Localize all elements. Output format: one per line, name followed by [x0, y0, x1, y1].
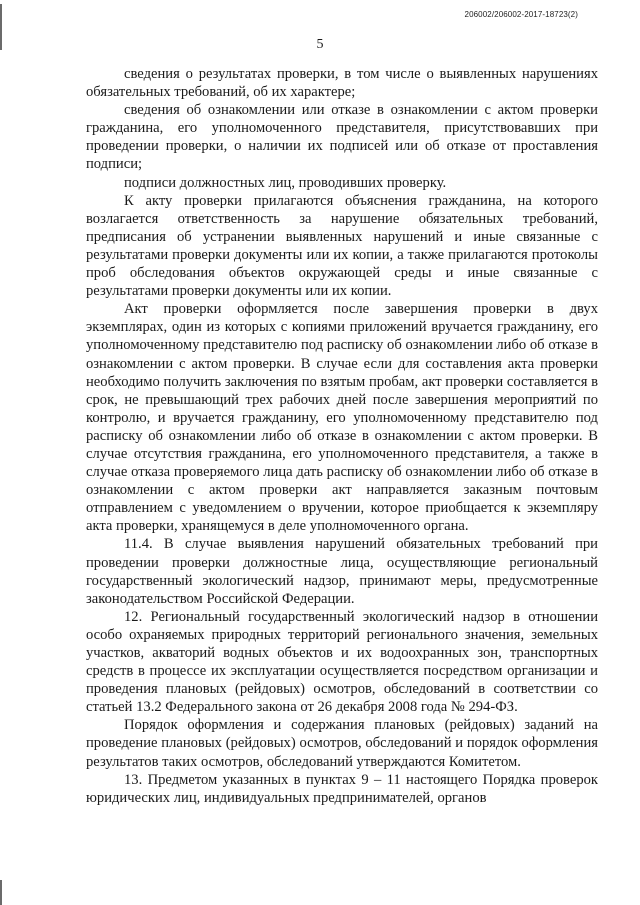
- paragraph-act-execution: Акт проверки оформляется после завершения проверки в двух экземплярах, один из которых с копиями приложений вручается гражданину, его уполномоченному представителю под расписку об ознакомлении либо об отказе в ознакомлении с актом проверки. В случае если для составления акта проверки необходимо получить заключения по взятым пробам, акт проверки составляется в срок, не превышающий трех рабочих дней после завершения мероприятий по контролю, и вручается гражданину, его уполномоченному представителю под расписку об ознакомлении либо об отказе в ознакомлении с актом проверки. В случае отсутствия гражданина, его уполномоченного представителя, а также в случае отказа проверяемого лица дать расписку об ознакомлении либо об отказе в ознакомлении с актом проверки акт направляется заказным почтовым отправлением с уведомлением о вручении, которое приобщается к экземпляру акта проверки, хранящемуся в деле уполномоченного органа.: [86, 301, 598, 535]
- document-body: [86, 65, 598, 807]
- paragraph-act-attachments: К акту проверки прилагаются объяснения гражданина, на которого возлагается ответственность за нарушение обязательных требований, предписания об устранении выявленных нарушений и иные связанные с результатами проверки документы или их копии, а также прилагаются протоколы проб обследования объектов окружающей среды и иные связанные с результатами проверки документы или их копии.: [86, 192, 598, 300]
- paragraph-inspection-results: сведения о результатах проверки, в том числе о выявленных нарушениях обязательных требований, об их характере;: [86, 66, 598, 101]
- paragraph-12: 12. Региональный государственный экологический надзор в отношении особо охраняемых природных территорий регионального значения, земельных участков, акваторий водных объектов и их водоохранных зон, транспортных средств в процессе их эксплуатации осуществляется посредством организации и проведения плановых (рейдовых) осмотров, обследований в соответствии со статьей 13.2 Федерального закона от 26 декабря 2008 года № 294-ФЗ.: [86, 608, 598, 716]
- document-registration-code: 206002/206002-2017-18723(2): [464, 10, 578, 19]
- paragraph-official-signatures: подписи должностных лиц, проводивших проверку.: [124, 174, 447, 191]
- paragraph-13: 13. Предметом указанных в пунктах 9 – 11 настоящего Порядка проверок юридических лиц, индивидуальных предпринимателей, органов: [86, 771, 598, 806]
- page-number: 5: [316, 37, 324, 52]
- paragraph-raid-tasks-procedure: Порядок оформления и содержания плановых (рейдовых) заданий на проведение плановых (рейдовых) осмотров, обследований и порядок оформления результатов таких осмотров, обследований утверждаются Комитетом.: [86, 717, 598, 770]
- paragraph-11-4: 11.4. В случае выявления нарушений обязательных требований при проведении проверки должностные лица, осуществляющие региональный государственный экологический надзор, принимают меры, предусмотренные законодательством Российской Федерации.: [86, 536, 598, 607]
- scan-edge-mark-bottom: [0, 880, 2, 905]
- paragraph-acquaintance-info: сведения об ознакомлении или отказе в ознакомлении с актом проверки гражданина, его уполномоченного представителя, присутствовавших при проведении проверки, о наличии их подписей или об отказе от проставления подписи;: [86, 102, 598, 173]
